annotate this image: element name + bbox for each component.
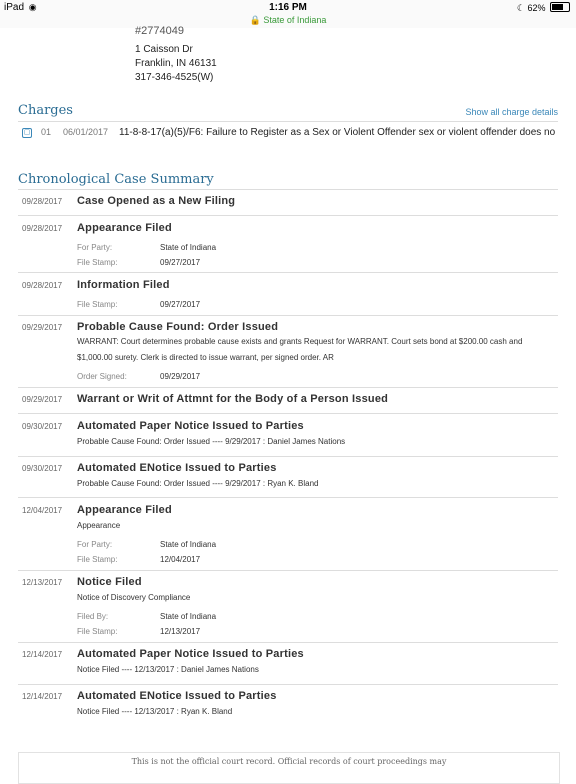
entry-title: Appearance Filed [77,222,172,234]
entry-divider [18,570,558,571]
charges-heading: Charges [18,103,73,118]
charge-description: 11-8-8-17(a)(5)/F6: Failure to Register as a Sex or Violent Offender sex or violent offender does no [119,127,556,138]
entry-text: Notice Filed ---- 12/13/2017 : Ryan K. Bland [77,707,233,716]
field-value: 12/13/2017 [160,627,201,636]
entry-text: Appearance [77,521,121,530]
entry-divider [18,387,558,388]
field-label: File Stamp: [77,627,118,636]
entry-title: Automated Paper Notice Issued to Parties [77,648,304,660]
entry-date: 09/28/2017 [22,224,63,233]
contact-id: #2774049 [135,25,184,37]
field-label: File Stamp: [77,555,118,564]
field-label: File Stamp: [77,258,118,267]
entry-divider [18,315,558,316]
entry-title: Probable Cause Found: Order Issued [77,321,279,333]
entry-date: 12/14/2017 [22,692,63,701]
entry-date: 09/30/2017 [22,422,63,431]
field-value: 09/27/2017 [160,258,201,267]
entry-date: 09/28/2017 [22,281,63,290]
field-value: 09/27/2017 [160,300,201,309]
entry-date: 09/29/2017 [22,395,63,404]
entry-text: WARRANT: Court determines probable cause exists and grants Request for WARRANT. Court sets bond at $200.00 cash and $1,000.00 surety. Clerk is directed to issue warrant, per signed order. AR [77,337,523,362]
divider [18,121,558,122]
show-all-charges-link[interactable]: Show all charge details [465,107,558,117]
battery-indicator [517,2,570,14]
entry-title: Automated Paper Notice Issued to Parties [77,420,304,432]
device-label: iPad [4,2,25,13]
entry-text: Probable Cause Found: Order Issued ---- 9/29/2017 : Ryan K. Bland [77,479,319,488]
entry-date: 12/13/2017 [22,578,63,587]
entry-title: Information Filed [77,279,170,291]
entry-divider [18,215,558,216]
divider [18,189,558,190]
entry-divider [18,456,558,457]
entry-divider [18,272,558,273]
entry-divider [18,497,558,498]
field-value: State of Indiana [160,612,217,621]
battery-icon [550,2,570,12]
entry-date: 12/14/2017 [22,650,63,659]
contact-street: 1 Caisson Dr [135,44,193,55]
contact-phone: 317-346-4525(W) [135,72,214,83]
charge-date: 06/01/2017 [63,127,109,137]
field-label: For Party: [77,540,113,549]
case-summary-heading: Chronological Case Summary [18,172,214,187]
entry-title: Case Opened as a New Filing [77,195,236,207]
entry-text: Notice of Discovery Compliance [77,593,191,602]
entry-date: 09/28/2017 [22,197,63,206]
site-name: State of Indiana [263,15,327,25]
lock-icon: 🔒 [249,15,261,25]
entry-divider [18,642,558,643]
field-label: File Stamp: [77,300,118,309]
field-value: 12/04/2017 [160,555,201,564]
field-label: For Party: [77,243,113,252]
clock: 1:16 PM [269,2,307,13]
entry-title: Warrant or Writ of Attmnt for the Body of a Person Issued [77,393,389,405]
battery-percent: 62% [527,3,546,13]
entry-date: 09/29/2017 [22,323,63,332]
field-value: 09/29/2017 [160,372,201,381]
entry-title: Notice Filed [77,576,142,588]
contact-city: Franklin, IN 46131 [135,58,217,69]
entry-text: Notice Filed ---- 12/13/2017 : Daniel James Nations [77,665,259,674]
entry-title: Appearance Filed [77,504,172,516]
field-value: State of Indiana [160,540,217,549]
site-address[interactable] [0,15,576,26]
field-label: Order Signed: [77,372,127,381]
entry-text: Probable Cause Found: Order Issued ---- 9/29/2017 : Daniel James Nations [77,437,346,446]
entry-date: 09/30/2017 [22,464,63,473]
entry-date: 12/04/2017 [22,506,63,515]
entry-title: Automated ENotice Issued to Parties [77,690,277,702]
wifi-icon: ◉ [28,2,37,12]
field-label: Filed By: [77,612,109,621]
entry-divider [18,413,558,414]
field-value: State of Indiana [160,243,217,252]
status-bar [0,0,576,28]
charge-number: 01 [41,127,52,137]
moon-icon: ☾ [516,3,525,13]
entry-title: Automated ENotice Issued to Parties [77,462,277,474]
expand-charge-icon[interactable]: ▢ [23,129,31,136]
entry-divider [18,684,558,685]
disclaimer-box [18,752,560,784]
disclaimer-text: This is not the official court record. Official records of court proceedings may [131,757,447,766]
